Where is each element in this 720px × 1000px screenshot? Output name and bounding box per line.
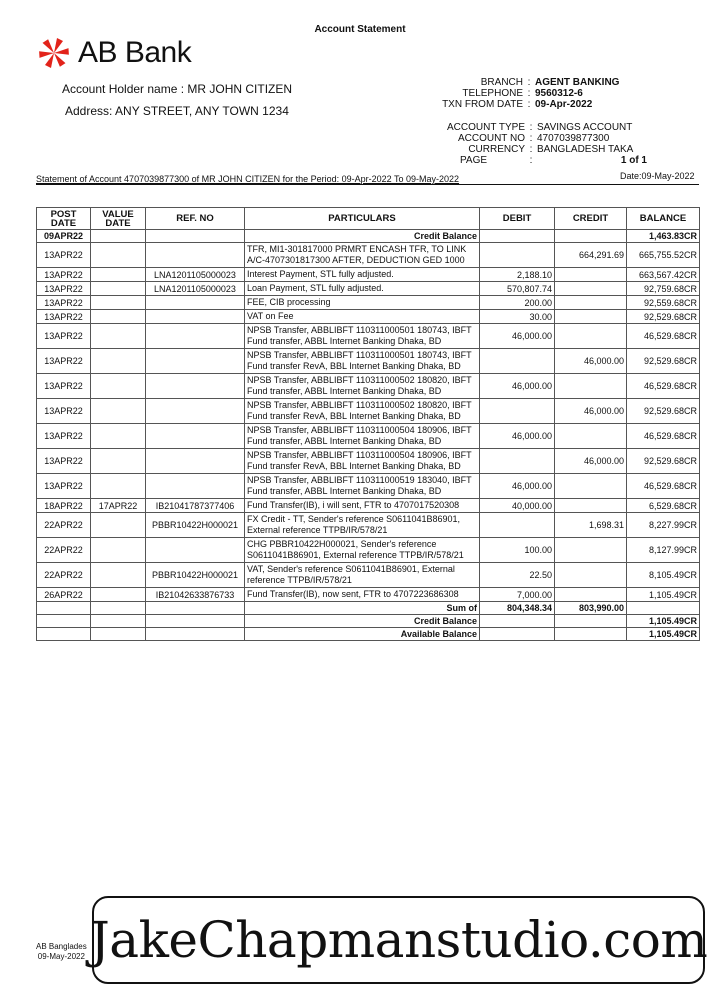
- ref-no-cell: [146, 324, 245, 349]
- credit-cell: [555, 374, 627, 399]
- value-date-cell: [91, 310, 146, 324]
- table-row: [37, 296, 700, 310]
- balance-cell: 8,227.99CR: [627, 513, 700, 538]
- balance-cell: 92,529.68CR: [627, 310, 700, 324]
- particulars-cell: NPSB Transfer, ABBLIBFT 110311000502 180820, IBFT Fund transfer RevA, BBL Internet Banking Dhaka, BD: [245, 399, 480, 424]
- credit-cell: 664,291.69: [555, 243, 627, 268]
- watermark-text: JakeChapmanstudio.com: [89, 911, 708, 969]
- particulars-cell: FX Credit - TT, Sender's reference S0611041B86901, External reference TTPB/IR/578/21: [245, 513, 480, 538]
- bank-name: AB Bank: [78, 36, 192, 69]
- table-row: [37, 538, 700, 563]
- statement-period: Statement of Account 4707039877300 of MR JOHN CITIZEN for the Period: 09-Apr-2022 To 09-May-2022: [36, 174, 460, 184]
- particulars-cell: VAT, Sender's reference S0611041B86901, External reference TTPB/IR/578/21: [245, 563, 480, 588]
- credit-cell: [555, 474, 627, 499]
- opening-balance: 1,463.83CR: [627, 230, 700, 243]
- value-date-cell: [91, 324, 146, 349]
- bank-logo: [36, 36, 191, 70]
- post-date-cell: 13APR22: [37, 296, 91, 310]
- credit-cell: 46,000.00: [555, 449, 627, 474]
- credit-cell: [555, 563, 627, 588]
- value-date-cell: [91, 349, 146, 374]
- credit-cell: [555, 268, 627, 282]
- credit-cell: [555, 424, 627, 449]
- balance-cell: 1,105.49CR: [627, 588, 700, 602]
- closing-balance-row: [37, 615, 700, 628]
- value-date-cell: [91, 588, 146, 602]
- table-row: [37, 349, 700, 374]
- debit-cell: [480, 243, 555, 268]
- transactions-table: [36, 207, 700, 641]
- credit-cell: 46,000.00: [555, 349, 627, 374]
- particulars-cell: VAT on Fee: [245, 310, 480, 324]
- particulars-cell: NPSB Transfer, ABBLIBFT 110311000504 180906, IBFT Fund transfer RevA, BBL Internet Banking Dhaka, BD: [245, 449, 480, 474]
- post-date-cell: 13APR22: [37, 449, 91, 474]
- ref-no-cell: LNA1201105000023: [146, 282, 245, 296]
- particulars-cell: NPSB Transfer, ABBLIBFT 110311000502 180820, IBFT Fund transfer, ABBL Internet Banking Dhaka, BD: [245, 374, 480, 399]
- value-date-cell: [91, 374, 146, 399]
- particulars-cell: Fund Transfer(IB), i will sent, FTR to 4707017520308: [245, 499, 480, 513]
- post-date-cell: 13APR22: [37, 268, 91, 282]
- col-value-date: VALUE DATE: [91, 208, 146, 230]
- value-date-cell: [91, 563, 146, 588]
- particulars-cell: FEE, CIB processing: [245, 296, 480, 310]
- credit-cell: 1,698.31: [555, 513, 627, 538]
- branch-value: AGENT BANKING: [535, 77, 620, 88]
- account-no-value: 4707039877300: [537, 133, 610, 144]
- ref-no-cell: [146, 349, 245, 374]
- value-date-cell: [91, 243, 146, 268]
- table-row: [37, 449, 700, 474]
- debit-cell: 200.00: [480, 296, 555, 310]
- debit-cell: 570,807.74: [480, 282, 555, 296]
- table-row: [37, 310, 700, 324]
- sum-label: Sum of: [245, 602, 480, 615]
- debit-cell: [480, 513, 555, 538]
- debit-cell: 2,188.10: [480, 268, 555, 282]
- currency-value: BANGLADESH TAKA: [537, 144, 634, 155]
- divider: [36, 184, 699, 185]
- credit-cell: 46,000.00: [555, 399, 627, 424]
- value-date-cell: [91, 424, 146, 449]
- col-ref-no: REF. NO: [146, 208, 245, 230]
- balance-cell: 92,759.68CR: [627, 282, 700, 296]
- ref-no-cell: IB21041787377406: [146, 499, 245, 513]
- particulars-cell: Loan Payment, STL fully adjusted.: [245, 282, 480, 296]
- value-date-cell: [91, 296, 146, 310]
- credit-cell: [555, 310, 627, 324]
- post-date-cell: 13APR22: [37, 474, 91, 499]
- account-no-label: ACCOUNT NO: [457, 133, 525, 144]
- ref-no-cell: [146, 424, 245, 449]
- footer-info: [36, 942, 87, 962]
- balance-cell: 8,105.49CR: [627, 563, 700, 588]
- post-date-cell: 26APR22: [37, 588, 91, 602]
- value-date-cell: [91, 268, 146, 282]
- credit-cell: [555, 296, 627, 310]
- ref-no-cell: IB21042633876733: [146, 588, 245, 602]
- statement-date: Date:09-May-2022: [620, 171, 695, 181]
- balance-cell: 8,127.99CR: [627, 538, 700, 563]
- statement-title: Account Statement: [314, 24, 406, 35]
- debit-cell: 22.50: [480, 563, 555, 588]
- table-row: [37, 513, 700, 538]
- table-row: [37, 243, 700, 268]
- ref-no-cell: [146, 374, 245, 399]
- col-debit: DEBIT: [480, 208, 555, 230]
- debit-cell: 7,000.00: [480, 588, 555, 602]
- balance-cell: 92,529.68CR: [627, 449, 700, 474]
- post-date-cell: 13APR22: [37, 349, 91, 374]
- value-date-cell: [91, 449, 146, 474]
- balance-cell: 6,529.68CR: [627, 499, 700, 513]
- particulars-cell: NPSB Transfer, ABBLIBFT 110311000504 180906, IBFT Fund transfer, ABBL Internet Banking Dhaka, BD: [245, 424, 480, 449]
- col-post-date: POST DATE: [37, 208, 91, 230]
- table-row: [37, 282, 700, 296]
- opening-balance-row: [37, 230, 700, 243]
- debit-cell: 46,000.00: [480, 374, 555, 399]
- debit-cell: 40,000.00: [480, 499, 555, 513]
- available-balance-row: [37, 628, 700, 641]
- balance-cell: 46,529.68CR: [627, 374, 700, 399]
- sum-credit: 803,990.00: [555, 602, 627, 615]
- account-holder-name: Account Holder name : MR JOHN CITIZEN: [62, 82, 293, 96]
- table-row: [37, 588, 700, 602]
- telephone-label: TELEPHONE: [462, 88, 523, 99]
- balance-cell: 92,529.68CR: [627, 399, 700, 424]
- credit-cell: [555, 588, 627, 602]
- credit-cell: [555, 499, 627, 513]
- footer-bank: AB Banglades: [36, 942, 87, 951]
- telephone-value: 9560312-6: [535, 88, 583, 99]
- footer-date: 09-May-2022: [37, 952, 85, 961]
- post-date-cell: 22APR22: [37, 513, 91, 538]
- page-label: PAGE: [460, 155, 488, 166]
- credit-cell: [555, 324, 627, 349]
- post-date-cell: 22APR22: [37, 538, 91, 563]
- particulars-cell: Interest Payment, STL fully adjusted.: [245, 268, 480, 282]
- ref-no-cell: LNA1201105000023: [146, 268, 245, 282]
- balance-cell: 46,529.68CR: [627, 424, 700, 449]
- credit-cell: [555, 538, 627, 563]
- available-balance: 1,105.49CR: [627, 628, 700, 641]
- table-header-row: [37, 208, 700, 230]
- debit-cell: [480, 399, 555, 424]
- debit-cell: 46,000.00: [480, 474, 555, 499]
- account-info: ACCOUNT TYPE : SAVINGS ACCOUNT ACCOUNT NO : 4707039877300 CURRENCY : BANGLADESH TAKA PAGE : 1 of 1: [430, 122, 647, 166]
- branch-info: BRANCH : AGENT BANKING TELEPHONE : 9560312-6 TXN FROM DATE : 09-Apr-2022: [428, 77, 645, 110]
- post-date-cell: 13APR22: [37, 310, 91, 324]
- credit-cell: [555, 282, 627, 296]
- particulars-cell: CHG PBBR10422H000021, Sender's reference S0611041B86901, External reference TTPB/IR/578/21: [245, 538, 480, 563]
- account-type-value: SAVINGS ACCOUNT: [537, 122, 633, 133]
- table-row: [37, 268, 700, 282]
- ref-no-cell: PBBR10422H000021: [146, 513, 245, 538]
- balance-cell: 663,567.42CR: [627, 268, 700, 282]
- sum-row: [37, 602, 700, 615]
- txn-from-date-value: 09-Apr-2022: [535, 99, 593, 110]
- value-date-cell: [91, 474, 146, 499]
- opening-date: 09APR22: [37, 230, 91, 243]
- post-date-cell: 13APR22: [37, 282, 91, 296]
- post-date-cell: 13APR22: [37, 374, 91, 399]
- ref-no-cell: [146, 449, 245, 474]
- post-date-cell: 13APR22: [37, 243, 91, 268]
- table-row: [37, 474, 700, 499]
- page-value: 1 of 1: [620, 155, 647, 166]
- post-date-cell: 13APR22: [37, 399, 91, 424]
- post-date-cell: 22APR22: [37, 563, 91, 588]
- particulars-cell: NPSB Transfer, ABBLIBFT 110311000501 180743, IBFT Fund transfer, ABBL Internet Banking Dhaka, BD: [245, 324, 480, 349]
- table-row: [37, 399, 700, 424]
- particulars-cell: NPSB Transfer, ABBLIBFT 110311000519 183040, IBFT Fund transfer, ABBL Internet Banking Dhaka, BD: [245, 474, 480, 499]
- col-credit: CREDIT: [555, 208, 627, 230]
- balance-cell: 46,529.68CR: [627, 474, 700, 499]
- post-date-cell: 18APR22: [37, 499, 91, 513]
- ab-bank-logo-icon: [36, 36, 72, 70]
- ref-no-cell: [146, 399, 245, 424]
- value-date-cell: [91, 282, 146, 296]
- watermark-banner: [89, 896, 708, 984]
- value-date-cell: [91, 399, 146, 424]
- debit-cell: [480, 449, 555, 474]
- particulars-cell: NPSB Transfer, ABBLIBFT 110311000501 180743, IBFT Fund transfer RevA, BBL Internet Banking Dhaka, BD: [245, 349, 480, 374]
- closing-balance: 1,105.49CR: [627, 615, 700, 628]
- ref-no-cell: [146, 243, 245, 268]
- debit-cell: 30.00: [480, 310, 555, 324]
- account-holder-address: Address: ANY STREET, ANY TOWN 1234: [65, 104, 289, 118]
- debit-cell: 46,000.00: [480, 424, 555, 449]
- value-date-cell: [91, 513, 146, 538]
- table-row: [37, 499, 700, 513]
- ref-no-cell: PBBR10422H000021: [146, 563, 245, 588]
- post-date-cell: 13APR22: [37, 324, 91, 349]
- value-date-cell: [91, 538, 146, 563]
- col-particulars: PARTICULARS: [245, 208, 480, 230]
- ref-no-cell: [146, 310, 245, 324]
- balance-cell: 92,529.68CR: [627, 349, 700, 374]
- debit-cell: 46,000.00: [480, 324, 555, 349]
- table-row: [37, 374, 700, 399]
- ref-no-cell: [146, 538, 245, 563]
- particulars-cell: TFR, MI1-301817000 PRMRT ENCASH TFR, TO LINK A/C-4707301817300 AFTER, DEDUCTION GED 1000: [245, 243, 480, 268]
- available-label: Available Balance: [245, 628, 480, 641]
- col-balance: BALANCE: [627, 208, 700, 230]
- ref-no-cell: [146, 474, 245, 499]
- sum-debit: 804,348.34: [480, 602, 555, 615]
- particulars-cell: Fund Transfer(IB), now sent, FTR to 4707223686308: [245, 588, 480, 602]
- currency-label: CURRENCY: [468, 144, 525, 155]
- opening-label: Credit Balance: [245, 230, 480, 243]
- branch-label: BRANCH: [480, 77, 523, 88]
- txn-from-date-label: TXN FROM DATE: [442, 99, 523, 110]
- balance-cell: 665,755.52CR: [627, 243, 700, 268]
- balance-cell: 92,559.68CR: [627, 296, 700, 310]
- table-row: [37, 324, 700, 349]
- debit-cell: 100.00: [480, 538, 555, 563]
- table-row: [37, 563, 700, 588]
- balance-cell: 46,529.68CR: [627, 324, 700, 349]
- ref-no-cell: [146, 296, 245, 310]
- account-type-label: ACCOUNT TYPE: [447, 122, 525, 133]
- table-row: [37, 424, 700, 449]
- post-date-cell: 13APR22: [37, 424, 91, 449]
- value-date-cell: 17APR22: [91, 499, 146, 513]
- debit-cell: [480, 349, 555, 374]
- closing-label: Credit Balance: [245, 615, 480, 628]
